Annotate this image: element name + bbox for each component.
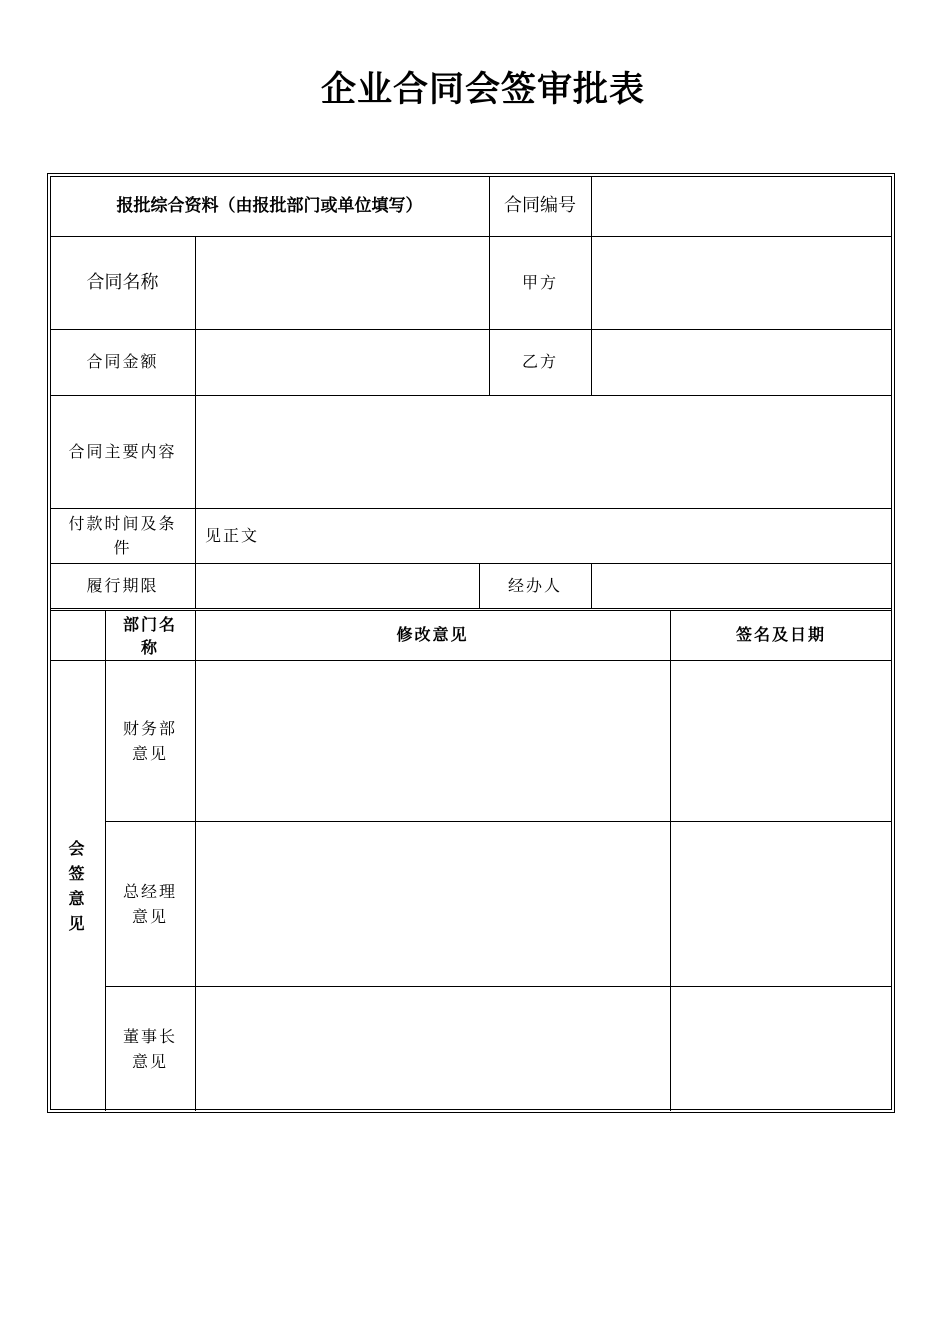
contract-amount-label: 合同金额 (86, 352, 159, 372)
side-label-char: 意 (68, 889, 87, 908)
contract-no-label: 合同编号 (504, 195, 576, 217)
finance-opinion-field[interactable] (195, 661, 670, 821)
dept-label-line2: 意见 (131, 907, 168, 926)
payment-terms-label-line1: 付款时间及条 (68, 514, 177, 533)
chairman-signature-field[interactable] (670, 987, 892, 1111)
section-divider (50, 608, 892, 609)
contract-name-label: 合同名称 (86, 272, 159, 294)
section-header: 报批综合资料（由报批部门或单位填写） (116, 195, 423, 216)
term-field[interactable] (195, 564, 479, 608)
payment-terms-field[interactable]: 见正文 (205, 525, 260, 545)
dept-name-header-line1: 部门名 (122, 614, 177, 634)
handler-label: 经办人 (507, 575, 562, 595)
payment-terms-label (50, 509, 195, 563)
contract-name-field[interactable] (195, 237, 489, 329)
dept-label-line1: 总经理 (122, 882, 177, 901)
side-label-char: 会 (68, 839, 87, 858)
dept-label-line2: 意见 (131, 1052, 168, 1071)
dept-name-header (105, 611, 195, 660)
main-content-field[interactable] (195, 396, 892, 508)
finance-signature-field[interactable] (670, 661, 892, 821)
contract-amount-field[interactable] (195, 330, 489, 395)
party-a-label: 甲方 (521, 272, 558, 292)
general-manager-signature-field[interactable] (670, 822, 892, 986)
party-b-field[interactable] (591, 330, 892, 395)
finance-dept-label (105, 661, 195, 821)
dept-label-line2: 意见 (131, 744, 168, 763)
countersign-side-label (50, 661, 105, 1111)
party-a-field[interactable] (591, 237, 892, 329)
contract-no-field[interactable] (591, 176, 892, 236)
term-label: 履行期限 (86, 575, 159, 595)
general-manager-opinion-field[interactable] (195, 822, 670, 986)
main-content-label: 合同主要内容 (68, 441, 177, 461)
payment-terms-label-line2: 件 (113, 538, 132, 557)
signature-date-header: 签名及日期 (735, 625, 826, 645)
dept-name-header-line2: 称 (140, 637, 159, 657)
handler-field[interactable] (591, 564, 892, 608)
party-b-label: 乙方 (521, 352, 558, 372)
dept-label-line1: 财务部 (122, 719, 177, 738)
general-manager-label (105, 822, 195, 986)
page-title: 企业合同会签审批表 (320, 70, 645, 110)
chairman-label (105, 987, 195, 1111)
side-label-char: 见 (68, 914, 87, 933)
side-label-char: 签 (68, 864, 87, 883)
chairman-opinion-field[interactable] (195, 987, 670, 1111)
dept-label-line1: 董事长 (122, 1027, 177, 1046)
opinion-header: 修改意见 (396, 625, 469, 645)
